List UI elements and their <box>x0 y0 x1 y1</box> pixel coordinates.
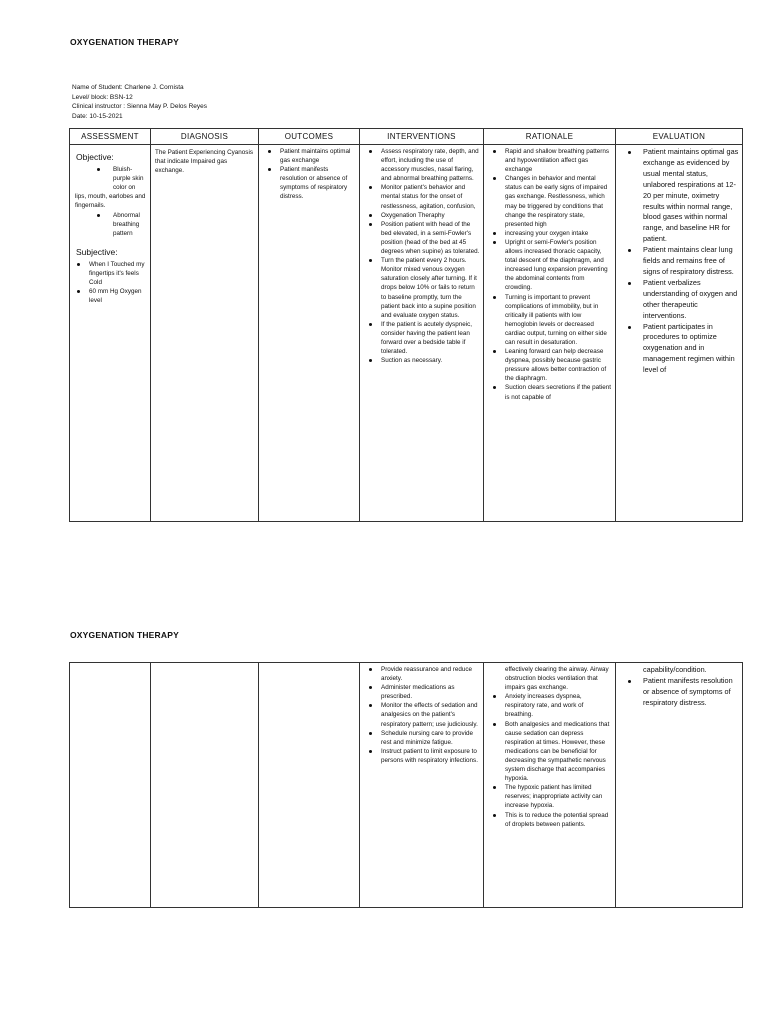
care-plan-table-continued <box>69 662 743 908</box>
header-rationale: RATIONALE <box>484 129 616 145</box>
evaluation-continued-text: capability/condition. <box>643 665 707 674</box>
list-item: Schedule nursing care to provide rest and minimize fatigue. <box>363 729 480 747</box>
list-item: Abnormal breathing pattern <box>73 211 147 238</box>
list-item: Patient participates in procedures to optimize oxygenation and in management regimen within level of <box>619 322 739 377</box>
list-item: The hypoxic patient has limited reserves; inappropriate activity can increase hypoxia. <box>487 783 612 810</box>
page-title: OXYGENATION THERAPY <box>70 37 179 47</box>
objective-tail: lips, mouth, earlobes and fingernails. <box>75 193 146 210</box>
list-item: When I Touched my fingertips it's feels Cold <box>73 260 147 287</box>
evaluation-cell <box>616 145 743 522</box>
list-item: Turn the patient every 2 hours. Monitor mixed venous oxygen saturation closely after turning. If it drops below 10% or fails to return to baseline promptly, turn the patient back into a supine position and evaluate oxygen status. <box>363 256 480 320</box>
diagnosis-cell <box>151 145 259 522</box>
outcomes-cell <box>259 663 360 908</box>
care-plan-table <box>69 128 743 522</box>
list-item: Oxygenation Theraphy <box>363 211 480 220</box>
list-item: Suction as necessary. <box>363 356 480 365</box>
rationale-cell <box>484 145 616 522</box>
student-level: Level/ block: BSN-12 <box>72 93 133 101</box>
clinical-instructor: Clinical instructor : Sienna May P. Delos Reyes <box>72 103 207 111</box>
list-item: Administer medications as prescribed. <box>363 683 480 701</box>
diagnosis-cell <box>151 663 259 908</box>
list-item: Patient maintains clear lung fields and remains free of signs of respiratory distress. <box>619 245 739 278</box>
list-item: Changes in behavior and mental status can be early signs of impaired gas exchange. Restlessness, which may be triggered by conditions that change the respiratory state, presented high <box>487 174 612 229</box>
list-item: Instruct patient to limit exposure to persons with respiratory infections. <box>363 747 480 765</box>
list-item: Both analgesics and medications that cause sedation can depress respiration at times. However, these medications can be beneficial for decreasing the sympathetic nervous system discharge that accompanies hypoxia. <box>487 720 612 784</box>
diagnosis-text: The Patient Experiencing Cyanosis that indicate Impaired gas exchange. <box>155 149 254 175</box>
header-diagnosis: DIAGNOSIS <box>151 129 259 145</box>
list-item: Patient manifests resolution or absence of symptoms of respiratory distress. <box>619 676 739 709</box>
list-item: Upright or semi-Fowler's position allows increased thoracic capacity, total descent of the diaphragm, and increased lung expansion preventing the abdominal contents from crowding. <box>487 238 612 293</box>
list-item: Rapid and shallow breathing patterns and hypoventilation affect gas exchange <box>487 147 612 174</box>
list-item: Assess respiratory rate, depth, and effort, including the use of accessory muscles, nasal flaring, and abnormal breathing patterns. <box>363 147 480 183</box>
header-assessment: ASSESSMENT <box>70 129 151 145</box>
list-item: Patient maintains optimal gas exchange as evidenced by usual mental status, unlabored respirations at 12-20 per minute, oximetry results within normal range, blood gases within normal range, and baseline HR for patient. <box>619 147 739 245</box>
list-item: Leaning forward can help decrease dyspnea, possibly because gastric pressure allows better contraction of the diaphragm. <box>487 347 612 383</box>
header-evaluation: EVALUATION <box>616 129 743 145</box>
assessment-cell <box>70 663 151 908</box>
list-item: If the patient is acutely dyspneic, consider having the patient lean forward over a bedside table if tolerated. <box>363 320 480 356</box>
assessment-cell <box>70 145 151 522</box>
student-name: Name of Student: Charlene J. Cornista <box>72 84 184 91</box>
rationale-cell <box>484 663 616 908</box>
rationale-continued-text: effectively clearing the airway. Airway obstruction blocks ventilation that impairs gas exchange. <box>505 666 609 692</box>
list-item: Patient verbalizes understanding of oxygen and other therapeutic interventions. <box>619 278 739 322</box>
list-item: Monitor the effects of sedation and analgesics on the patient's respiratory pattern; use judiciously. <box>363 701 480 728</box>
outcomes-cell <box>259 145 360 522</box>
list-item: Bluish-purple skin color on <box>73 165 147 192</box>
list-item: Position patient with head of the bed elevated, in a semi-Fowler's position (head of the bed at 45 degrees when supine) as tolerated. <box>363 220 480 256</box>
page-title: OXYGENATION THERAPY <box>70 630 179 640</box>
list-item: Anxiety increases dyspnea, respiratory rate, and work of breathing. <box>487 692 612 719</box>
interventions-cell <box>360 663 484 908</box>
list-item: Provide reassurance and reduce anxiety. <box>363 665 480 683</box>
list-item: Suction clears secretions if the patient is not capable of <box>487 383 612 401</box>
student-info <box>72 83 207 121</box>
subjective-label: Subjective: <box>76 246 118 257</box>
list-item: Turning is important to prevent complications of immobility, but in critically ill patients with low hemoglobin levels or decreased cardiac output, turning on either side can result in desaturation. <box>487 293 612 348</box>
header-outcomes: OUTCOMES <box>259 129 360 145</box>
list-item: 60 mm Hg Oxygen level <box>73 287 147 305</box>
list-item: This is to reduce the potential spread of droplets between patients. <box>487 811 612 829</box>
header-interventions: INTERVENTIONS <box>360 129 484 145</box>
list-item: Patient maintains optimal gas exchange <box>262 147 356 165</box>
date: Date: 10-15-2021 <box>72 112 123 120</box>
list-item: Monitor patient's behavior and mental status for the onset of restlessness, agitation, confusion, <box>363 183 480 210</box>
list-item: Patient manifests resolution or absence of symptoms of respiratory distress. <box>262 165 356 201</box>
list-item: increasing your oxygen intake <box>487 229 612 238</box>
interventions-cell <box>360 145 484 522</box>
objective-label: Objective: <box>76 152 114 162</box>
evaluation-cell <box>616 663 743 908</box>
